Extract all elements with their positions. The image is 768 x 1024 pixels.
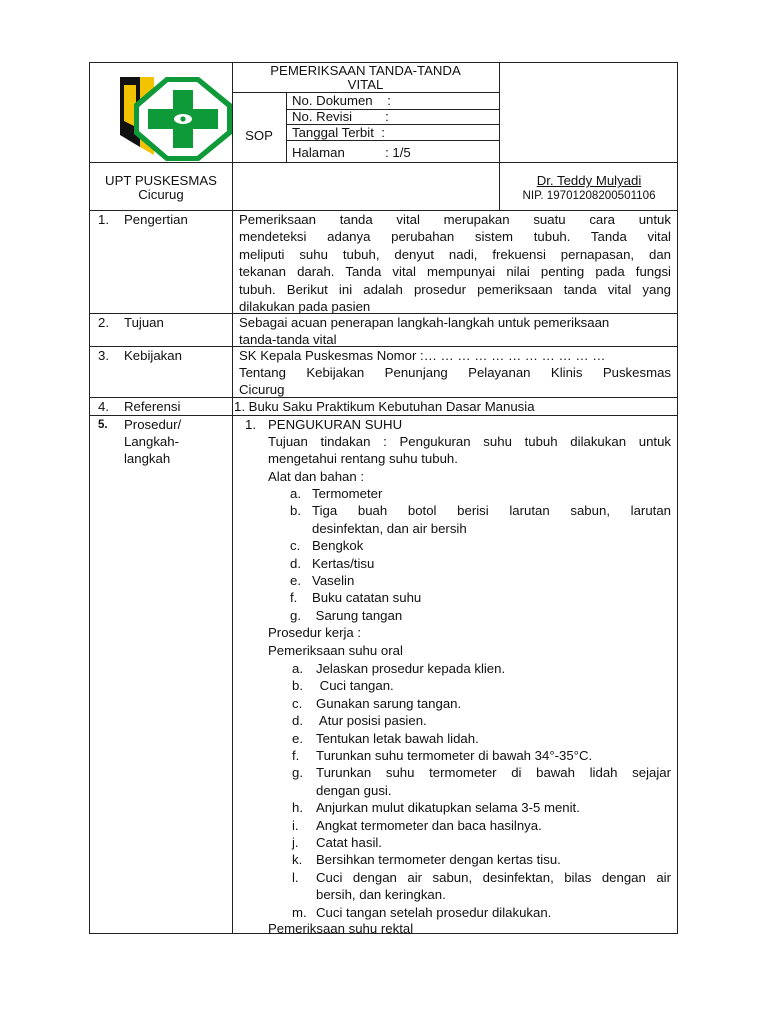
list-item: Cuci tangan setelah prosedur dilakukan. bbox=[316, 904, 552, 920]
list-marker: c. bbox=[292, 695, 303, 711]
list-item: Atur posisi pasien. bbox=[316, 713, 427, 729]
alat-heading: Alat dan bahan : bbox=[268, 469, 365, 484]
list-marker: i. bbox=[292, 817, 299, 833]
text-line: Tujuan tindakan : Pengukuran suhu tubuh dilakukan untuk bbox=[268, 434, 671, 449]
section-label-pengertian: Pengertian bbox=[124, 212, 188, 227]
list-marker: b. bbox=[290, 503, 301, 519]
list-marker: d. bbox=[290, 555, 301, 571]
list-item: Catat hasil. bbox=[316, 835, 382, 850]
signer-nip: NIP. 19701208200501106 bbox=[522, 189, 656, 202]
heading-number: 1. bbox=[245, 417, 256, 432]
list-marker: f. bbox=[290, 590, 298, 606]
text-line: tekanan darah. Tanda vital mempunyai nilai penting pada fungsi bbox=[239, 264, 671, 280]
section-label-prosedur: langkah bbox=[124, 451, 171, 466]
org-name: UPT PUSKESMAS bbox=[105, 173, 217, 188]
text-line: Sebagai acuan penerapan langkah-langkah untuk pemeriksaan bbox=[239, 315, 610, 330]
list-item: Sarung tangan bbox=[312, 607, 403, 623]
list-marker: a. bbox=[292, 661, 303, 676]
list-item: Vaselin bbox=[312, 573, 355, 588]
text-line: SK Kepala Puskesmas Nomor :… … … … … … … … … … … bbox=[239, 348, 606, 363]
list-marker: d. bbox=[292, 713, 303, 729]
list-item: Bersihkan termometer dengan kertas tisu. bbox=[316, 852, 561, 868]
list-item: Cuci tangan. bbox=[316, 678, 394, 694]
list-item: desinfektan, dan air bersih bbox=[312, 520, 467, 536]
list-item: Bengkok bbox=[312, 538, 364, 554]
field-tanggal-terbit: Tanggal Terbit : bbox=[292, 125, 385, 140]
list-item: Turunkan suhu termometer di bawah 34°-35°C. bbox=[316, 748, 593, 763]
field-no-dokumen: No. Dokumen : bbox=[292, 93, 391, 108]
list-marker: m. bbox=[292, 904, 307, 920]
list-item: Termometer bbox=[312, 486, 383, 501]
sop-document bbox=[89, 62, 678, 934]
list-marker: a. bbox=[290, 486, 301, 501]
text-line: mendeteksi adanya perubahan sistem tubuh. Tanda vital bbox=[239, 229, 671, 245]
title-line-1: PEMERIKSAAN TANDA-TANDA bbox=[270, 63, 461, 78]
list-item: Gunakan sarung tangan. bbox=[316, 695, 462, 711]
section-label-referensi: Referensi bbox=[124, 399, 181, 414]
title-line-2: VITAL bbox=[347, 77, 384, 92]
list-marker: e. bbox=[290, 573, 301, 588]
pengertian-text bbox=[239, 211, 671, 315]
list-marker: g. bbox=[290, 607, 301, 623]
section-number: 2. bbox=[98, 315, 109, 330]
referensi-text: 1. Buku Saku Praktikum Kebutuhan Dasar Manusia bbox=[234, 399, 535, 414]
field-halaman: Halaman : 1/5 bbox=[292, 145, 411, 160]
text-line: tanda-tanda vital bbox=[239, 332, 337, 347]
puskesmas-logo bbox=[120, 77, 233, 161]
heading-pengukuran-suhu: PENGUKURAN SUHU bbox=[268, 417, 403, 432]
text-line: mengetahui rentang suhu tubuh. bbox=[268, 451, 458, 466]
list-item: dengan gusi. bbox=[316, 782, 392, 798]
sop-label: SOP bbox=[245, 128, 273, 143]
list-item: Turunkan suhu termometer di bawah lidah sejajar bbox=[316, 765, 671, 781]
rektal-heading: Pemeriksaan suhu rektal bbox=[268, 921, 414, 934]
list-marker: k. bbox=[292, 852, 303, 868]
list-item: Kertas/tisu bbox=[312, 555, 375, 571]
list-item: Anjurkan mulut dikatupkan selama 3-5 menit. bbox=[316, 800, 580, 816]
list-marker: h. bbox=[292, 800, 303, 816]
list-item: Buku catatan suhu bbox=[312, 590, 422, 606]
rule-col-label bbox=[232, 63, 233, 934]
rule-col-sop bbox=[286, 92, 287, 162]
prosedur-heading: Prosedur kerja : bbox=[268, 625, 362, 640]
list-marker: l. bbox=[292, 869, 299, 885]
list-marker: g. bbox=[292, 765, 303, 781]
section-label-kebijakan: Kebijakan bbox=[124, 348, 182, 363]
list-marker: f. bbox=[292, 748, 300, 763]
section-label-prosedur: Langkah- bbox=[124, 434, 179, 449]
list-marker: e. bbox=[292, 730, 303, 746]
list-marker: j. bbox=[292, 835, 299, 850]
text-line: Cicurug bbox=[239, 382, 285, 397]
list-marker: c. bbox=[290, 538, 301, 554]
list-item: bersih, dan keringkan. bbox=[316, 887, 446, 903]
list-item: Cuci dengan air sabun, desinfektan, bilas dengan air bbox=[316, 869, 671, 885]
oral-heading: Pemeriksaan suhu oral bbox=[268, 643, 403, 658]
signer-name: Dr. Teddy Mulyadi bbox=[536, 173, 642, 188]
list-item: Angkat termometer dan baca hasilnya. bbox=[316, 817, 542, 833]
section-number: 4. bbox=[98, 399, 109, 414]
text-line: tubuh. Berikut ini adalah prosedur pemeriksaan tanda vital yang bbox=[239, 281, 671, 297]
section-number: 1. bbox=[98, 212, 109, 227]
list-item: Tiga buah botol berisi larutan sabun, larutan bbox=[312, 503, 671, 519]
text-line: Pemeriksaan tanda vital merupakan suatu cara untuk bbox=[239, 212, 671, 227]
text-line: dilakukan pada pasien bbox=[239, 299, 371, 315]
section-number: 3. bbox=[98, 348, 109, 363]
section-number: 5. bbox=[98, 419, 108, 431]
text-line: meliputi suhu tubuh, denyut nadi, frekuensi pernapasan, dan bbox=[239, 246, 671, 262]
rule-header-bottom bbox=[90, 162, 678, 163]
logo-eye-pupil bbox=[180, 116, 185, 121]
section-label-tujuan: Tujuan bbox=[124, 315, 164, 330]
field-no-revisi: No. Revisi : bbox=[292, 109, 389, 124]
list-item: Tentukan letak bawah lidah. bbox=[316, 730, 479, 746]
section-label-prosedur: Prosedur/ bbox=[124, 417, 182, 432]
text-line: Tentang Kebijakan Penunjang Pelayanan Klinis Puskesmas bbox=[239, 365, 671, 380]
list-item: Jelaskan prosedur kepada klien. bbox=[316, 661, 506, 676]
list-marker: b. bbox=[292, 678, 303, 694]
org-location: Cicurug bbox=[138, 187, 184, 202]
